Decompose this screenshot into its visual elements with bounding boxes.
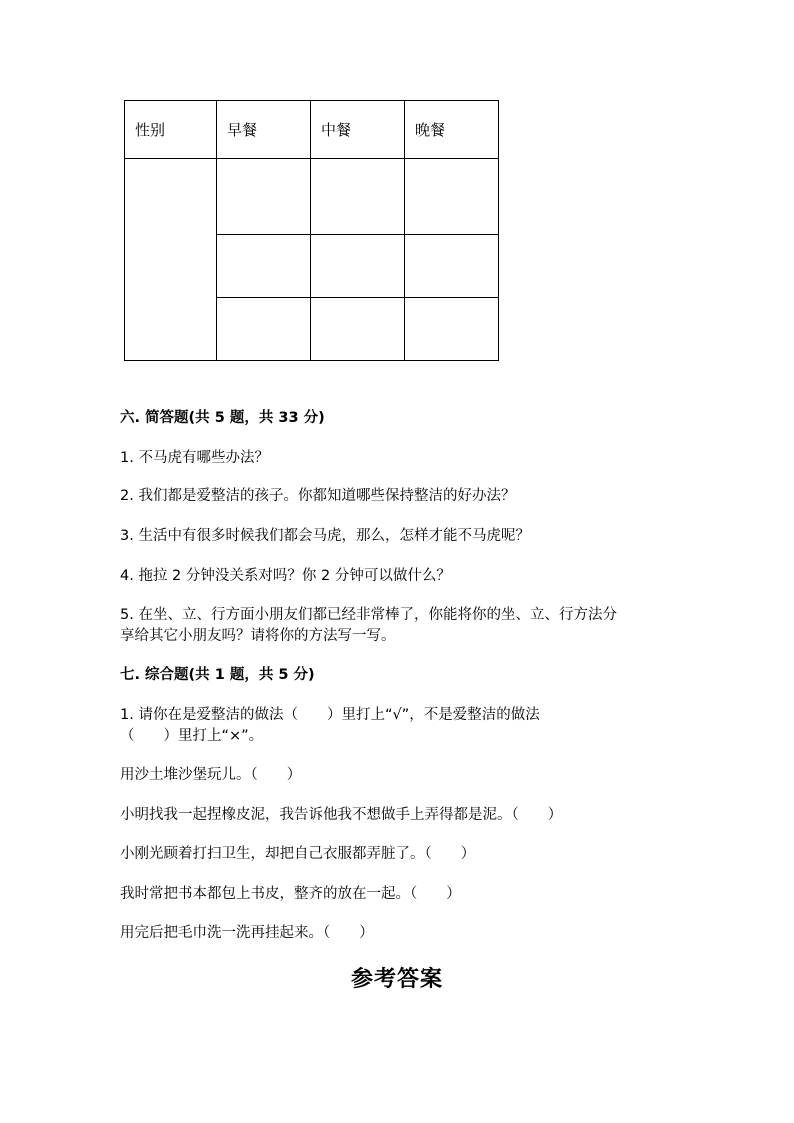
table-row — [125, 159, 499, 235]
table-cell — [405, 235, 499, 298]
meal-table — [124, 100, 499, 361]
list-item: 用完后把毛巾洗一洗再挂起来。（ ） — [120, 925, 374, 941]
question-5-line2: 享给其它小朋友吗？请将你的方法写一写。 — [120, 628, 396, 644]
table-cell — [311, 235, 405, 298]
table-cell — [311, 298, 405, 361]
header-lunch: 中餐 — [311, 101, 405, 159]
question-2: 2. 我们都是爱整洁的孩子。你都知道哪些保持整洁的好办法？ — [120, 488, 516, 504]
header-breakfast: 早餐 — [217, 101, 311, 159]
question-5-line1: 5. 在坐、立、行方面小朋友们都已经非常棒了，你能将你的坐、立、行方法分 — [120, 607, 617, 623]
section7-intro-line2: （ ）里打上“×”。 — [120, 728, 264, 744]
table-cell — [405, 159, 499, 235]
header-dinner: 晚餐 — [405, 101, 499, 159]
section7-intro-line1: 1. 请你在是爱整洁的做法（ ）里打上“√”，不是爱整洁的做法 — [120, 707, 540, 723]
question-4: 4. 拖拉 2 分钟没关系对吗？你 2 分钟可以做什么？ — [120, 568, 451, 584]
list-item: 用沙土堆沙堡玩儿。（ ） — [120, 767, 302, 783]
table-cell — [311, 159, 405, 235]
section7-heading: 七. 综合题(共 1 题，共 5 分) — [120, 667, 315, 683]
list-item: 我时常把书本都包上书皮，整齐的放在一起。（ ） — [120, 886, 461, 902]
table-cell — [217, 298, 311, 361]
list-item: 小明找我一起捏橡皮泥，我告诉他我不想做手上弄得都是泥。（ ） — [120, 807, 563, 823]
section6-heading: 六. 简答题(共 5 题，共 33 分) — [120, 410, 325, 426]
table-cell — [217, 159, 311, 235]
question-3: 3. 生活中有很多时候我们都会马虎，那么，怎样才能不马虎呢？ — [120, 528, 530, 544]
question-1: 1. 不马虎有哪些办法？ — [120, 450, 269, 466]
list-item: 小刚光顾着打扫卫生，却把自己衣服都弄脏了。（ ） — [120, 846, 476, 862]
answers-title: 参考答案 — [350, 966, 443, 992]
gender-cell — [125, 159, 217, 361]
table-header-row — [125, 101, 499, 159]
table-cell — [217, 235, 311, 298]
table-cell — [405, 298, 499, 361]
header-gender: 性别 — [125, 101, 217, 159]
